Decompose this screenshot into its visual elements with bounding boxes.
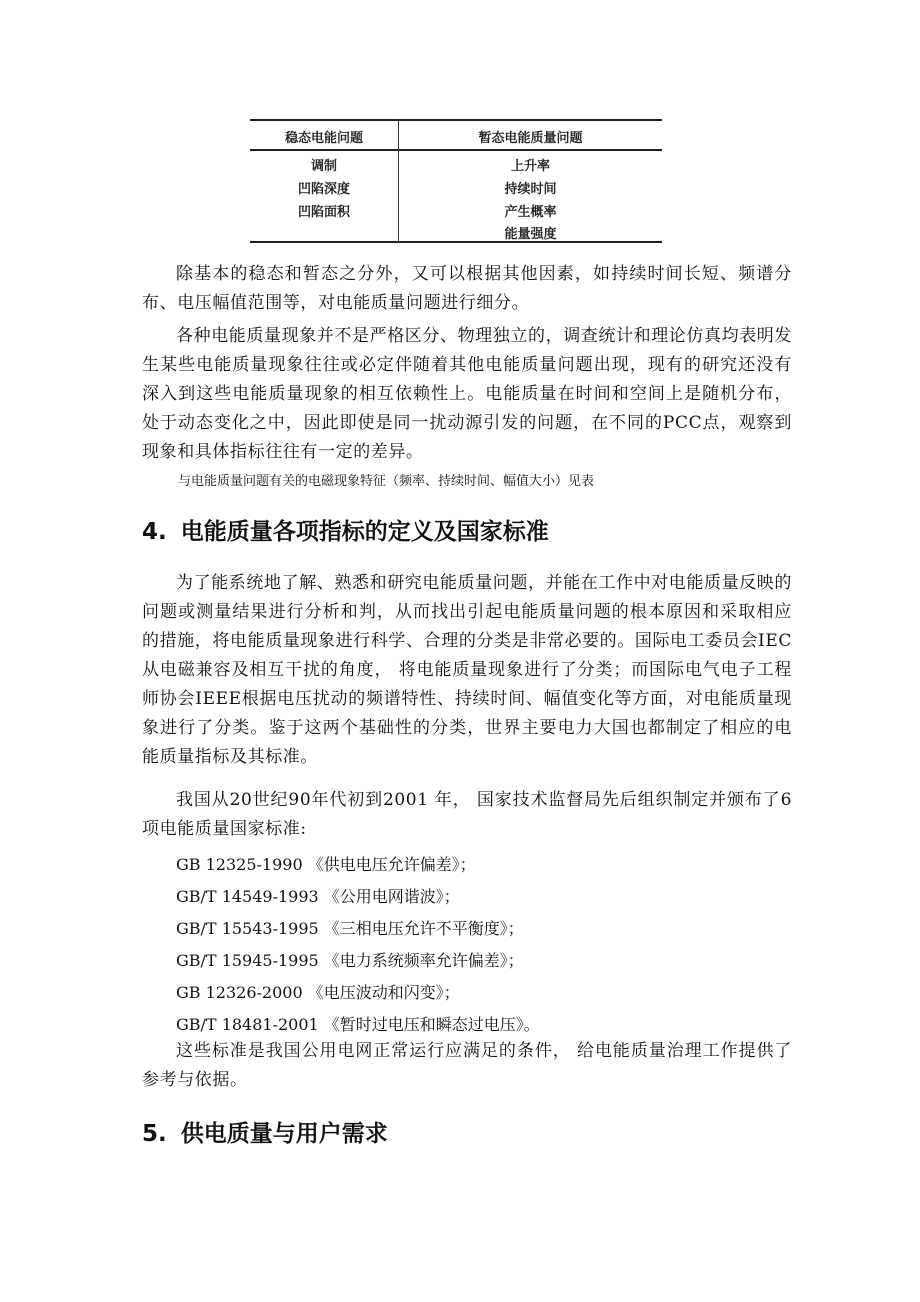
paragraph-classification: 为了能系统地了解、熟悉和研究电能质量问题，并能在工作中对电能质量反映的问题或测量结果进行分析和判，从而找出引起电能质量问题的根本原因和采取相应的措施，将电能质量现象进行科学、合理的分类是非常必要的。国际电工委员会IEC从电磁兼容及相互干扰的角度， 将电能质量现象进行了分类；而国际电气电子工程师协会IEEE根据电压扰动的频谱特性、持续时间、幅值变化等方面，对电能质量现象进行了分类。鉴于这两个基础性的分类，世界主要电力大国也都制定了相应的电能质量指标及其标准。	[142, 573, 792, 767]
table-cell-right: 产生概率	[504, 205, 557, 220]
table-cell-left: 凹陷深度	[297, 182, 350, 197]
paragraph-standards-summary: 这些标准是我国公用电网正常运行应满足的条件， 给电能质量治理工作提供了参考与依据。	[142, 1041, 792, 1090]
table-reference-caption: 与电能质量问题有关的电磁现象特征（频率、持续时间、幅值大小）见表	[178, 474, 595, 489]
paragraph-subdivision: 除基本的稳态和暂态之分外，又可以根据其他因素，如持续时间长短、频谱分布、电压幅值范围等，对电能质量问题进行细分。	[142, 264, 792, 313]
table-cell-right: 能量强度	[504, 227, 557, 242]
table-cell-right: 持续时间	[504, 182, 557, 197]
section-heading-5	[142, 1118, 388, 1150]
power-quality-table	[250, 118, 662, 244]
table-header-steady: 稳态电能问题	[284, 131, 363, 146]
table-cell-left: 凹陷面积	[297, 205, 350, 220]
table-header-rule	[250, 149, 662, 151]
table-cell-left: 调制	[310, 159, 337, 174]
table-header-transient: 暂态电能质量问题	[478, 131, 583, 146]
standard-item: GB/T 14549-1993 《公用电网谐波》；	[176, 887, 460, 906]
standard-item: GB/T 15945-1995 《电力系统频率允许偏差》；	[176, 951, 524, 970]
paragraph-national-standards-intro: 我国从20世纪90年代初到2001 年， 国家技术监督局先后组织制定并颁布了6 项电能质量国家标准:	[142, 790, 792, 839]
section-number: 5.	[142, 1121, 167, 1147]
standard-item: GB 12325-1990 《供电电压允许偏差》；	[176, 855, 476, 874]
paragraph-interdependence: 各种电能质量现象并不是严格区分、物理独立的，调查统计和理论仿真均表明发生某些电能质量现象往往或必定伴随着其他电能质量问题出现，现有的研究还没有深入到这些电能质量现象的相互依赖性上。电能质量在时间和空间上是随机分布，处于动态变化之中，因此即使是同一扰动源引发的问题，在不同的PCC点，观察到现象和具体指标往往有一定的差异。	[142, 326, 792, 462]
section-heading-4	[142, 516, 549, 548]
standard-item: GB 12326-2000 《电压波动和闪变》；	[176, 983, 460, 1002]
standard-item: GB/T 15543-1995 《三相电压允许不平衡度》；	[176, 919, 524, 938]
table-cell-right: 上升率	[510, 159, 550, 174]
standard-item: GB/T 18481-2001 《暂时过电压和瞬态过电压》。	[176, 1015, 540, 1034]
section-title: 电能质量各项指标的定义及国家标准	[180, 519, 549, 545]
section-title: 供电质量与用户需求	[180, 1121, 388, 1147]
section-number: 4.	[142, 519, 167, 545]
table-top-rule	[250, 119, 662, 121]
